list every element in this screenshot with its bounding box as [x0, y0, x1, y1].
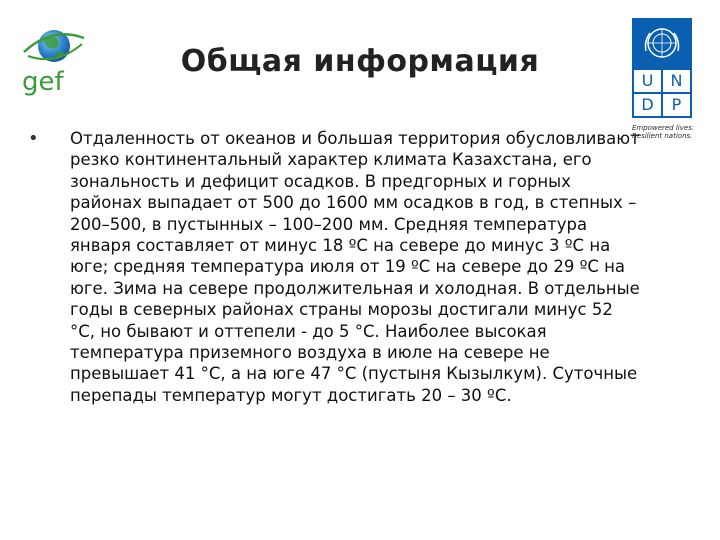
text-line: перепады температур могут достигать 20 – 30 ºС.	[70, 385, 512, 405]
gef-logo	[16, 22, 90, 96]
text-line: января составляет от минус 18 ºС на севере до минус 3 ºС на	[70, 236, 611, 256]
text-line: юге; средняя температура июля от 19 ºС на севере до 29 ºС на	[70, 257, 626, 277]
undp-letter-p: P	[663, 94, 690, 116]
un-emblem-icon	[632, 18, 692, 68]
gef-globe-icon	[16, 22, 90, 96]
text-line: °С, но бывают и оттепели - до 5 °С. Наиболее высокая	[70, 321, 547, 341]
gef-logo-text: gef	[22, 67, 64, 96]
text-line: 200–500, в пустынных – 100–200 мм. Средняя температура	[70, 214, 588, 234]
undp-tagline: Empowered lives. Resilient nations.	[632, 124, 695, 140]
undp-letters	[632, 68, 692, 118]
bullet-dot-icon: •	[28, 128, 39, 149]
undp-letter-u: U	[634, 70, 661, 92]
undp-letter-d: D	[634, 94, 661, 116]
text-line: зональность и дефицит осадков. В предгорных и горных	[70, 171, 571, 191]
slide-title: Общая информация	[180, 44, 540, 79]
undp-logo	[632, 18, 692, 118]
text-line: юге. Зима на севере продолжительная и холодная. В отдельные	[70, 278, 640, 298]
text-line: Отдаленность от океанов и большая территория обусловливают	[70, 129, 640, 148]
undp-letter-n: N	[663, 70, 690, 92]
text-line: годы в северных районах страны морозы достигали минус 52	[70, 300, 613, 320]
text-line: превышает 41 °С, а на юге 47 °С (пустыня Кызылкум). Суточные	[70, 364, 638, 384]
text-line: резко континентальный характер климата Казахстана, его	[70, 150, 592, 170]
text-line: районах выпадает от 500 до 1600 мм осадков в год, в степных –	[70, 193, 637, 213]
bullet-text	[70, 128, 700, 406]
text-line: температура приземного воздуха в июле на севере не	[70, 343, 550, 363]
